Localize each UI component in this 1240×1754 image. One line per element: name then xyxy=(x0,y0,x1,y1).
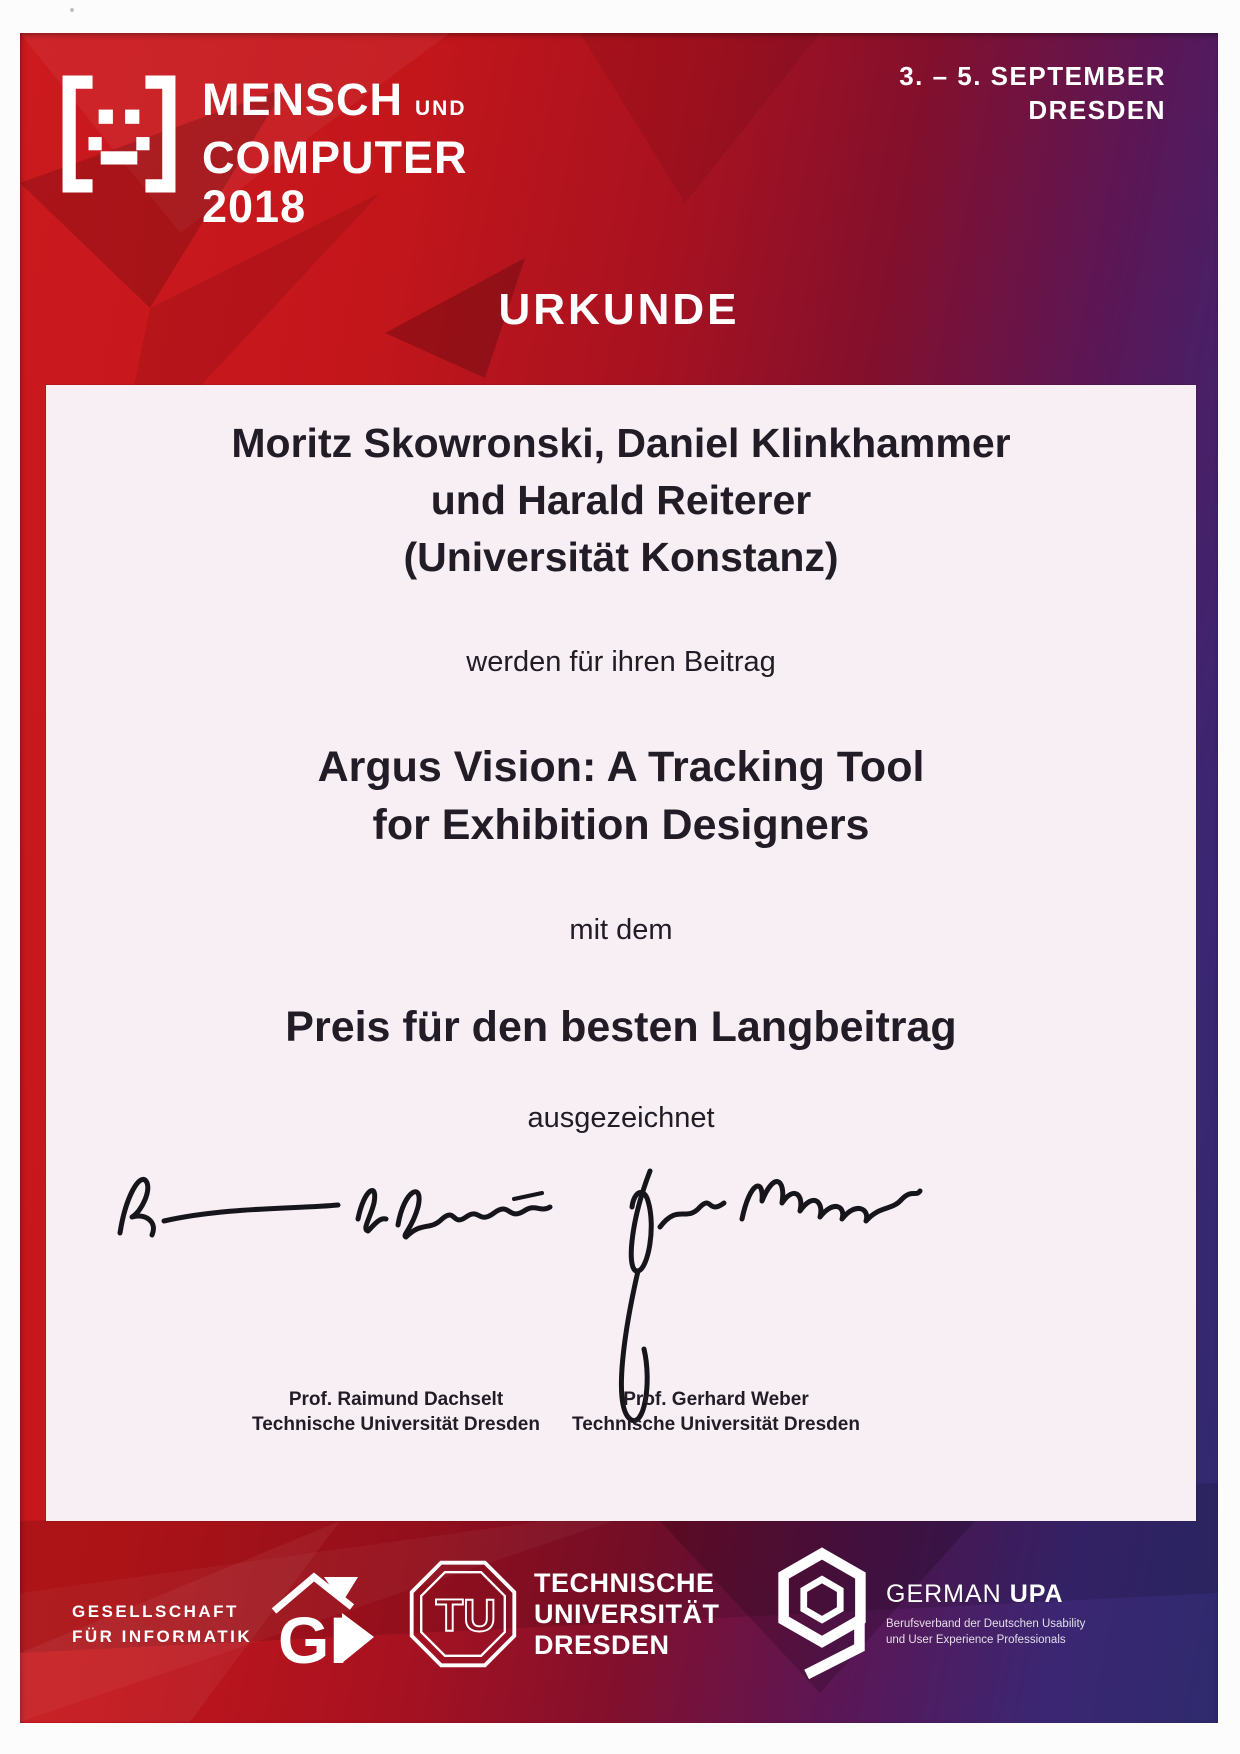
signatory-right-institution: Technische Universität Dresden xyxy=(572,1414,860,1435)
event-date xyxy=(899,59,1166,127)
scan-speck xyxy=(70,8,74,12)
recipients-line-1: Moritz Skowronski, Daniel Klinkhammer xyxy=(231,420,1011,466)
certificate-poster xyxy=(20,33,1218,1723)
signatory-right xyxy=(496,1387,936,1437)
certificate-title: URKUNDE xyxy=(498,285,740,334)
event-date-range: 3. – 5. SEPTEMBER xyxy=(899,61,1166,91)
gi-label-line-1: GESELLSCHAFT xyxy=(72,1602,239,1621)
work-title xyxy=(46,738,1196,854)
german-upa-label xyxy=(886,1580,1085,1648)
recipients xyxy=(46,415,1196,586)
signature-raimund-dachselt xyxy=(106,1155,566,1275)
logo-word-und: UND xyxy=(415,97,467,120)
closing-line: ausgezeichnet xyxy=(527,1102,715,1134)
german-upa-hexagon-logo-icon xyxy=(774,1547,870,1681)
certificate-body xyxy=(46,385,1196,1138)
certificate-card xyxy=(46,385,1196,1521)
recipients-line-2: und Harald Reiterer xyxy=(430,477,812,523)
upa-name-regular: GERMAN xyxy=(886,1580,1002,1608)
signatory-left-institution: Technische Universität Dresden xyxy=(252,1414,540,1435)
tu-dresden-logo-block xyxy=(406,1557,720,1671)
conference-logo-text xyxy=(202,75,468,231)
intro-line: werden für ihren Beitrag xyxy=(466,646,776,678)
gi-arrow-logo-icon xyxy=(266,1569,376,1679)
logo-word-mensch: MENSCH xyxy=(202,74,404,125)
german-upa-logo-block xyxy=(774,1547,1085,1681)
logo-word-year: 2018 xyxy=(202,181,307,232)
work-title-line-1: Argus Vision: A Tracking Tool xyxy=(317,743,925,791)
recipients-affiliation: (Universität Konstanz) xyxy=(403,534,839,580)
gi-label xyxy=(72,1599,252,1649)
conference-logo xyxy=(60,75,468,231)
tud-line-1: TECHNISCHE xyxy=(534,1567,715,1598)
work-title-line-2: for Exhibition Designers xyxy=(372,801,870,849)
german-upa-subtitle xyxy=(886,1616,1085,1648)
upa-name-bold: UPA xyxy=(1009,1580,1064,1608)
gi-label-line-2: FÜR INFORMATIK xyxy=(72,1627,253,1646)
pixel-face-brackets-icon xyxy=(60,75,178,193)
gi-monogram: GI xyxy=(278,1603,348,1677)
tud-line-2: UNIVERSITÄT xyxy=(534,1598,720,1629)
award-name: Preis für den besten Langbeitrag xyxy=(285,1003,957,1051)
gi-logo-block xyxy=(72,1569,376,1679)
tu-dresden-label xyxy=(534,1568,720,1661)
upa-subtitle-line-1: Berufsverband der Deutschen Usability xyxy=(886,1618,1086,1630)
signatory-left-name: Prof. Raimund Dachselt xyxy=(288,1389,504,1410)
connector-line: mit dem xyxy=(569,914,673,946)
signatory-right-name: Prof. Gerhard Weber xyxy=(623,1389,809,1410)
tud-line-3: DRESDEN xyxy=(534,1629,670,1660)
german-upa-name xyxy=(886,1580,1085,1609)
tu-dresden-octagon-logo-icon xyxy=(406,1557,520,1671)
event-city: DRESDEN xyxy=(1028,95,1166,125)
upa-subtitle-line-2: und User Experience Professionals xyxy=(886,1634,1066,1646)
logo-word-computer: COMPUTER xyxy=(202,132,468,183)
tu-monogram: TU xyxy=(435,1590,497,1642)
